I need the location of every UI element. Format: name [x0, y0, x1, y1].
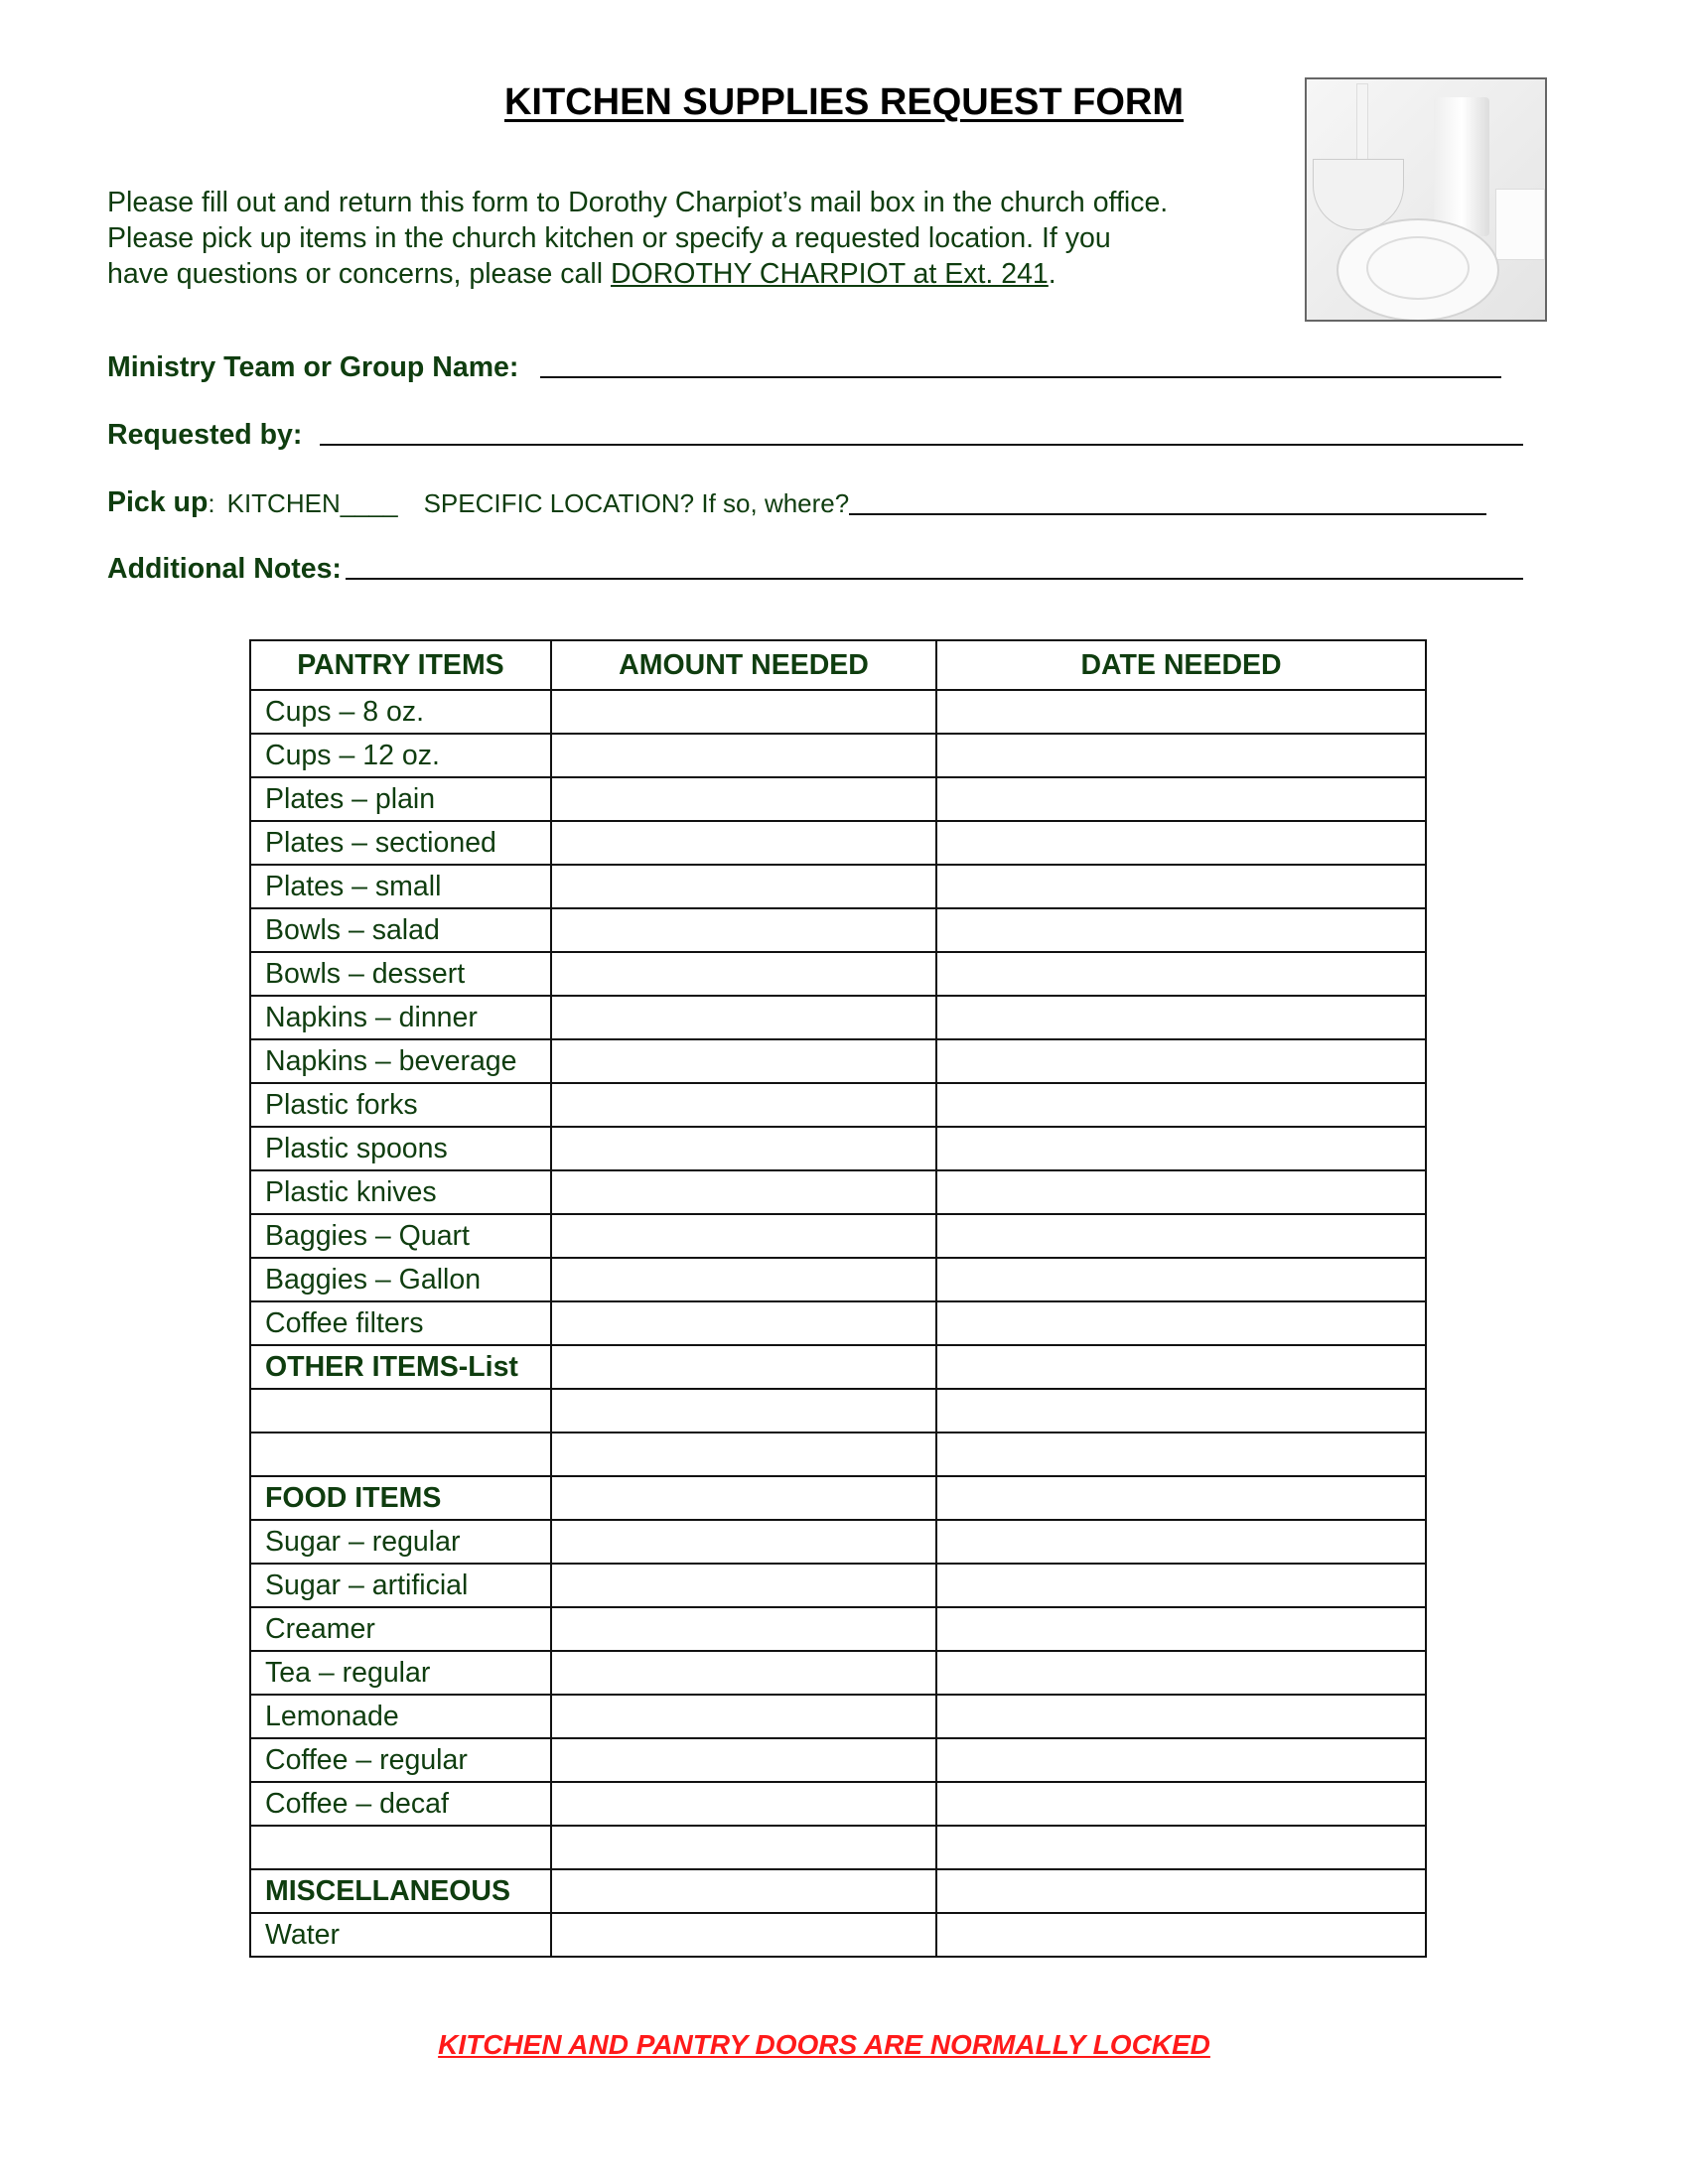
item-name: Creamer — [250, 1607, 551, 1651]
item-name: Plates – plain — [250, 777, 551, 821]
item-name: Plates – small — [250, 865, 551, 908]
date-needed-cell[interactable] — [936, 734, 1426, 777]
amount-needed-cell[interactable] — [551, 1826, 936, 1869]
group-name-line[interactable] — [540, 376, 1501, 378]
item-name[interactable] — [250, 1389, 551, 1433]
item-name: Napkins – beverage — [250, 1039, 551, 1083]
table-row — [250, 1695, 1426, 1738]
section-row — [250, 1869, 1426, 1913]
amount-needed-cell[interactable] — [551, 1695, 936, 1738]
item-name: Lemonade — [250, 1695, 551, 1738]
table-row — [250, 1301, 1426, 1345]
table-row — [250, 1564, 1426, 1607]
instructions: Please fill out and return this form to Dorothy Charpiot’s mail box in the church office. Please pick up items in the church kitchen or specify a requested location. If you have questions or concerns, please call DOROTHY CHARPIOT at Ext. 241. — [107, 187, 1169, 290]
table-row — [250, 908, 1426, 952]
date-needed-cell[interactable] — [936, 908, 1426, 952]
header-pantry-items: PANTRY ITEMS — [250, 640, 551, 690]
table-row — [250, 1520, 1426, 1564]
date-needed-cell[interactable] — [936, 1695, 1426, 1738]
notes-line[interactable] — [346, 578, 1523, 580]
item-name: Tea – regular — [250, 1651, 551, 1695]
table-row — [250, 952, 1426, 996]
requested-by-line[interactable] — [320, 444, 1523, 446]
amount-needed-cell[interactable] — [551, 908, 936, 952]
amount-needed-cell[interactable] — [551, 865, 936, 908]
table-row — [250, 1170, 1426, 1214]
item-name: Baggies – Gallon — [250, 1258, 551, 1301]
amount-needed-cell[interactable] — [551, 777, 936, 821]
amount-needed-cell[interactable] — [551, 1520, 936, 1564]
table-row — [250, 1651, 1426, 1695]
table-row — [250, 1127, 1426, 1170]
table-row — [250, 690, 1426, 734]
date-needed-cell[interactable] — [936, 1433, 1426, 1476]
amount-needed-cell[interactable] — [551, 1301, 936, 1345]
amount-needed-cell[interactable] — [551, 1039, 936, 1083]
item-name[interactable] — [250, 1433, 551, 1476]
date-needed-cell[interactable] — [936, 865, 1426, 908]
amount-needed-cell[interactable] — [551, 1433, 936, 1476]
table-header — [250, 640, 1426, 690]
table-row — [250, 1083, 1426, 1127]
date-needed-cell[interactable] — [936, 1345, 1426, 1389]
table-row — [250, 821, 1426, 865]
date-needed-cell[interactable] — [936, 1738, 1426, 1782]
group-name-field[interactable]: Ministry Team or Group Name: — [107, 351, 1501, 384]
item-name: Napkins – dinner — [250, 996, 551, 1039]
item-name: Coffee – decaf — [250, 1782, 551, 1826]
table-row — [250, 777, 1426, 821]
amount-needed-cell[interactable] — [551, 1389, 936, 1433]
requested-by-field[interactable]: Requested by: — [107, 419, 1523, 452]
table-row — [250, 1782, 1426, 1826]
section-label: OTHER ITEMS-List — [250, 1345, 551, 1389]
amount-needed-cell[interactable] — [551, 821, 936, 865]
date-needed-cell[interactable] — [936, 1564, 1426, 1607]
form-title: KITCHEN SUPPLIES REQUEST FORM — [503, 81, 1185, 123]
amount-needed-cell[interactable] — [551, 996, 936, 1039]
table-row — [250, 1607, 1426, 1651]
amount-needed-cell[interactable] — [551, 690, 936, 734]
item-name: Bowls – salad — [250, 908, 551, 952]
header-date-needed: DATE NEEDED — [936, 640, 1426, 690]
section-label: FOOD ITEMS — [250, 1476, 551, 1520]
date-needed-cell[interactable] — [936, 952, 1426, 996]
amount-needed-cell[interactable] — [551, 1782, 936, 1826]
table-row — [250, 1826, 1426, 1869]
date-needed-cell[interactable] — [936, 1389, 1426, 1433]
date-needed-cell[interactable] — [936, 1476, 1426, 1520]
date-needed-cell[interactable] — [936, 1520, 1426, 1564]
tableware-photo — [1305, 77, 1547, 322]
supplies-table — [249, 639, 1427, 1958]
table-row — [250, 1433, 1426, 1476]
item-name: Water — [250, 1913, 551, 1957]
table-row — [250, 996, 1426, 1039]
item-name[interactable] — [250, 1826, 551, 1869]
amount-needed-cell[interactable] — [551, 1869, 936, 1913]
location-line[interactable] — [849, 513, 1486, 515]
contact-link: DOROTHY CHARPIOT at Ext. 241 — [610, 258, 1049, 290]
date-needed-cell[interactable] — [936, 1083, 1426, 1127]
date-needed-cell[interactable] — [936, 1913, 1426, 1957]
date-needed-cell[interactable] — [936, 1607, 1426, 1651]
pickup-field[interactable]: Pick up : KITCHEN____ SPECIFIC LOCATION? If so, where? — [107, 486, 1486, 519]
item-name: Plastic forks — [250, 1083, 551, 1127]
item-name: Cups – 8 oz. — [250, 690, 551, 734]
amount-needed-cell[interactable] — [551, 1564, 936, 1607]
date-needed-cell[interactable] — [936, 777, 1426, 821]
item-name: Baggies – Quart — [250, 1214, 551, 1258]
section-row — [250, 1345, 1426, 1389]
amount-needed-cell[interactable] — [551, 1127, 936, 1170]
item-name: Plastic knives — [250, 1170, 551, 1214]
amount-needed-cell[interactable] — [551, 1345, 936, 1389]
amount-needed-cell[interactable] — [551, 1651, 936, 1695]
date-needed-cell[interactable] — [936, 1127, 1426, 1170]
table-row — [250, 1258, 1426, 1301]
date-needed-cell[interactable] — [936, 1826, 1426, 1869]
table-row — [250, 1913, 1426, 1957]
amount-needed-cell[interactable] — [551, 1083, 936, 1127]
date-needed-cell[interactable] — [936, 1039, 1426, 1083]
item-name: Sugar – regular — [250, 1520, 551, 1564]
date-needed-cell[interactable] — [936, 1258, 1426, 1301]
header-amount-needed: AMOUNT NEEDED — [551, 640, 936, 690]
amount-needed-cell[interactable] — [551, 734, 936, 777]
table-row — [250, 734, 1426, 777]
date-needed-cell[interactable] — [936, 821, 1426, 865]
table-row — [250, 1389, 1426, 1433]
kitchen-option[interactable]: KITCHEN____ — [226, 488, 398, 518]
section-label: MISCELLANEOUS — [250, 1869, 551, 1913]
item-name: Cups – 12 oz. — [250, 734, 551, 777]
item-name: Plastic spoons — [250, 1127, 551, 1170]
table-row — [250, 1738, 1426, 1782]
table-row — [250, 1214, 1426, 1258]
amount-needed-cell[interactable] — [551, 1258, 936, 1301]
date-needed-cell[interactable] — [936, 1301, 1426, 1345]
additional-notes-field[interactable]: Additional Notes: — [107, 553, 1523, 586]
amount-needed-cell[interactable] — [551, 1607, 936, 1651]
date-needed-cell[interactable] — [936, 1651, 1426, 1695]
amount-needed-cell[interactable] — [551, 1170, 936, 1214]
section-row — [250, 1476, 1426, 1520]
locked-doors-warning: KITCHEN AND PANTRY DOORS ARE NORMALLY LOCKED — [438, 2029, 1210, 2060]
amount-needed-cell[interactable] — [551, 1738, 936, 1782]
amount-needed-cell[interactable] — [551, 952, 936, 996]
date-needed-cell[interactable] — [936, 1170, 1426, 1214]
item-name: Bowls – dessert — [250, 952, 551, 996]
amount-needed-cell[interactable] — [551, 1214, 936, 1258]
date-needed-cell[interactable] — [936, 1869, 1426, 1913]
date-needed-cell[interactable] — [936, 996, 1426, 1039]
table-row — [250, 1039, 1426, 1083]
date-needed-cell[interactable] — [936, 690, 1426, 734]
table-row — [250, 865, 1426, 908]
item-name: Sugar – artificial — [250, 1564, 551, 1607]
date-needed-cell[interactable] — [936, 1782, 1426, 1826]
item-name: Coffee – regular — [250, 1738, 551, 1782]
date-needed-cell[interactable] — [936, 1214, 1426, 1258]
amount-needed-cell[interactable] — [551, 1476, 936, 1520]
item-name: Coffee filters — [250, 1301, 551, 1345]
item-name: Plates – sectioned — [250, 821, 551, 865]
amount-needed-cell[interactable] — [551, 1913, 936, 1957]
